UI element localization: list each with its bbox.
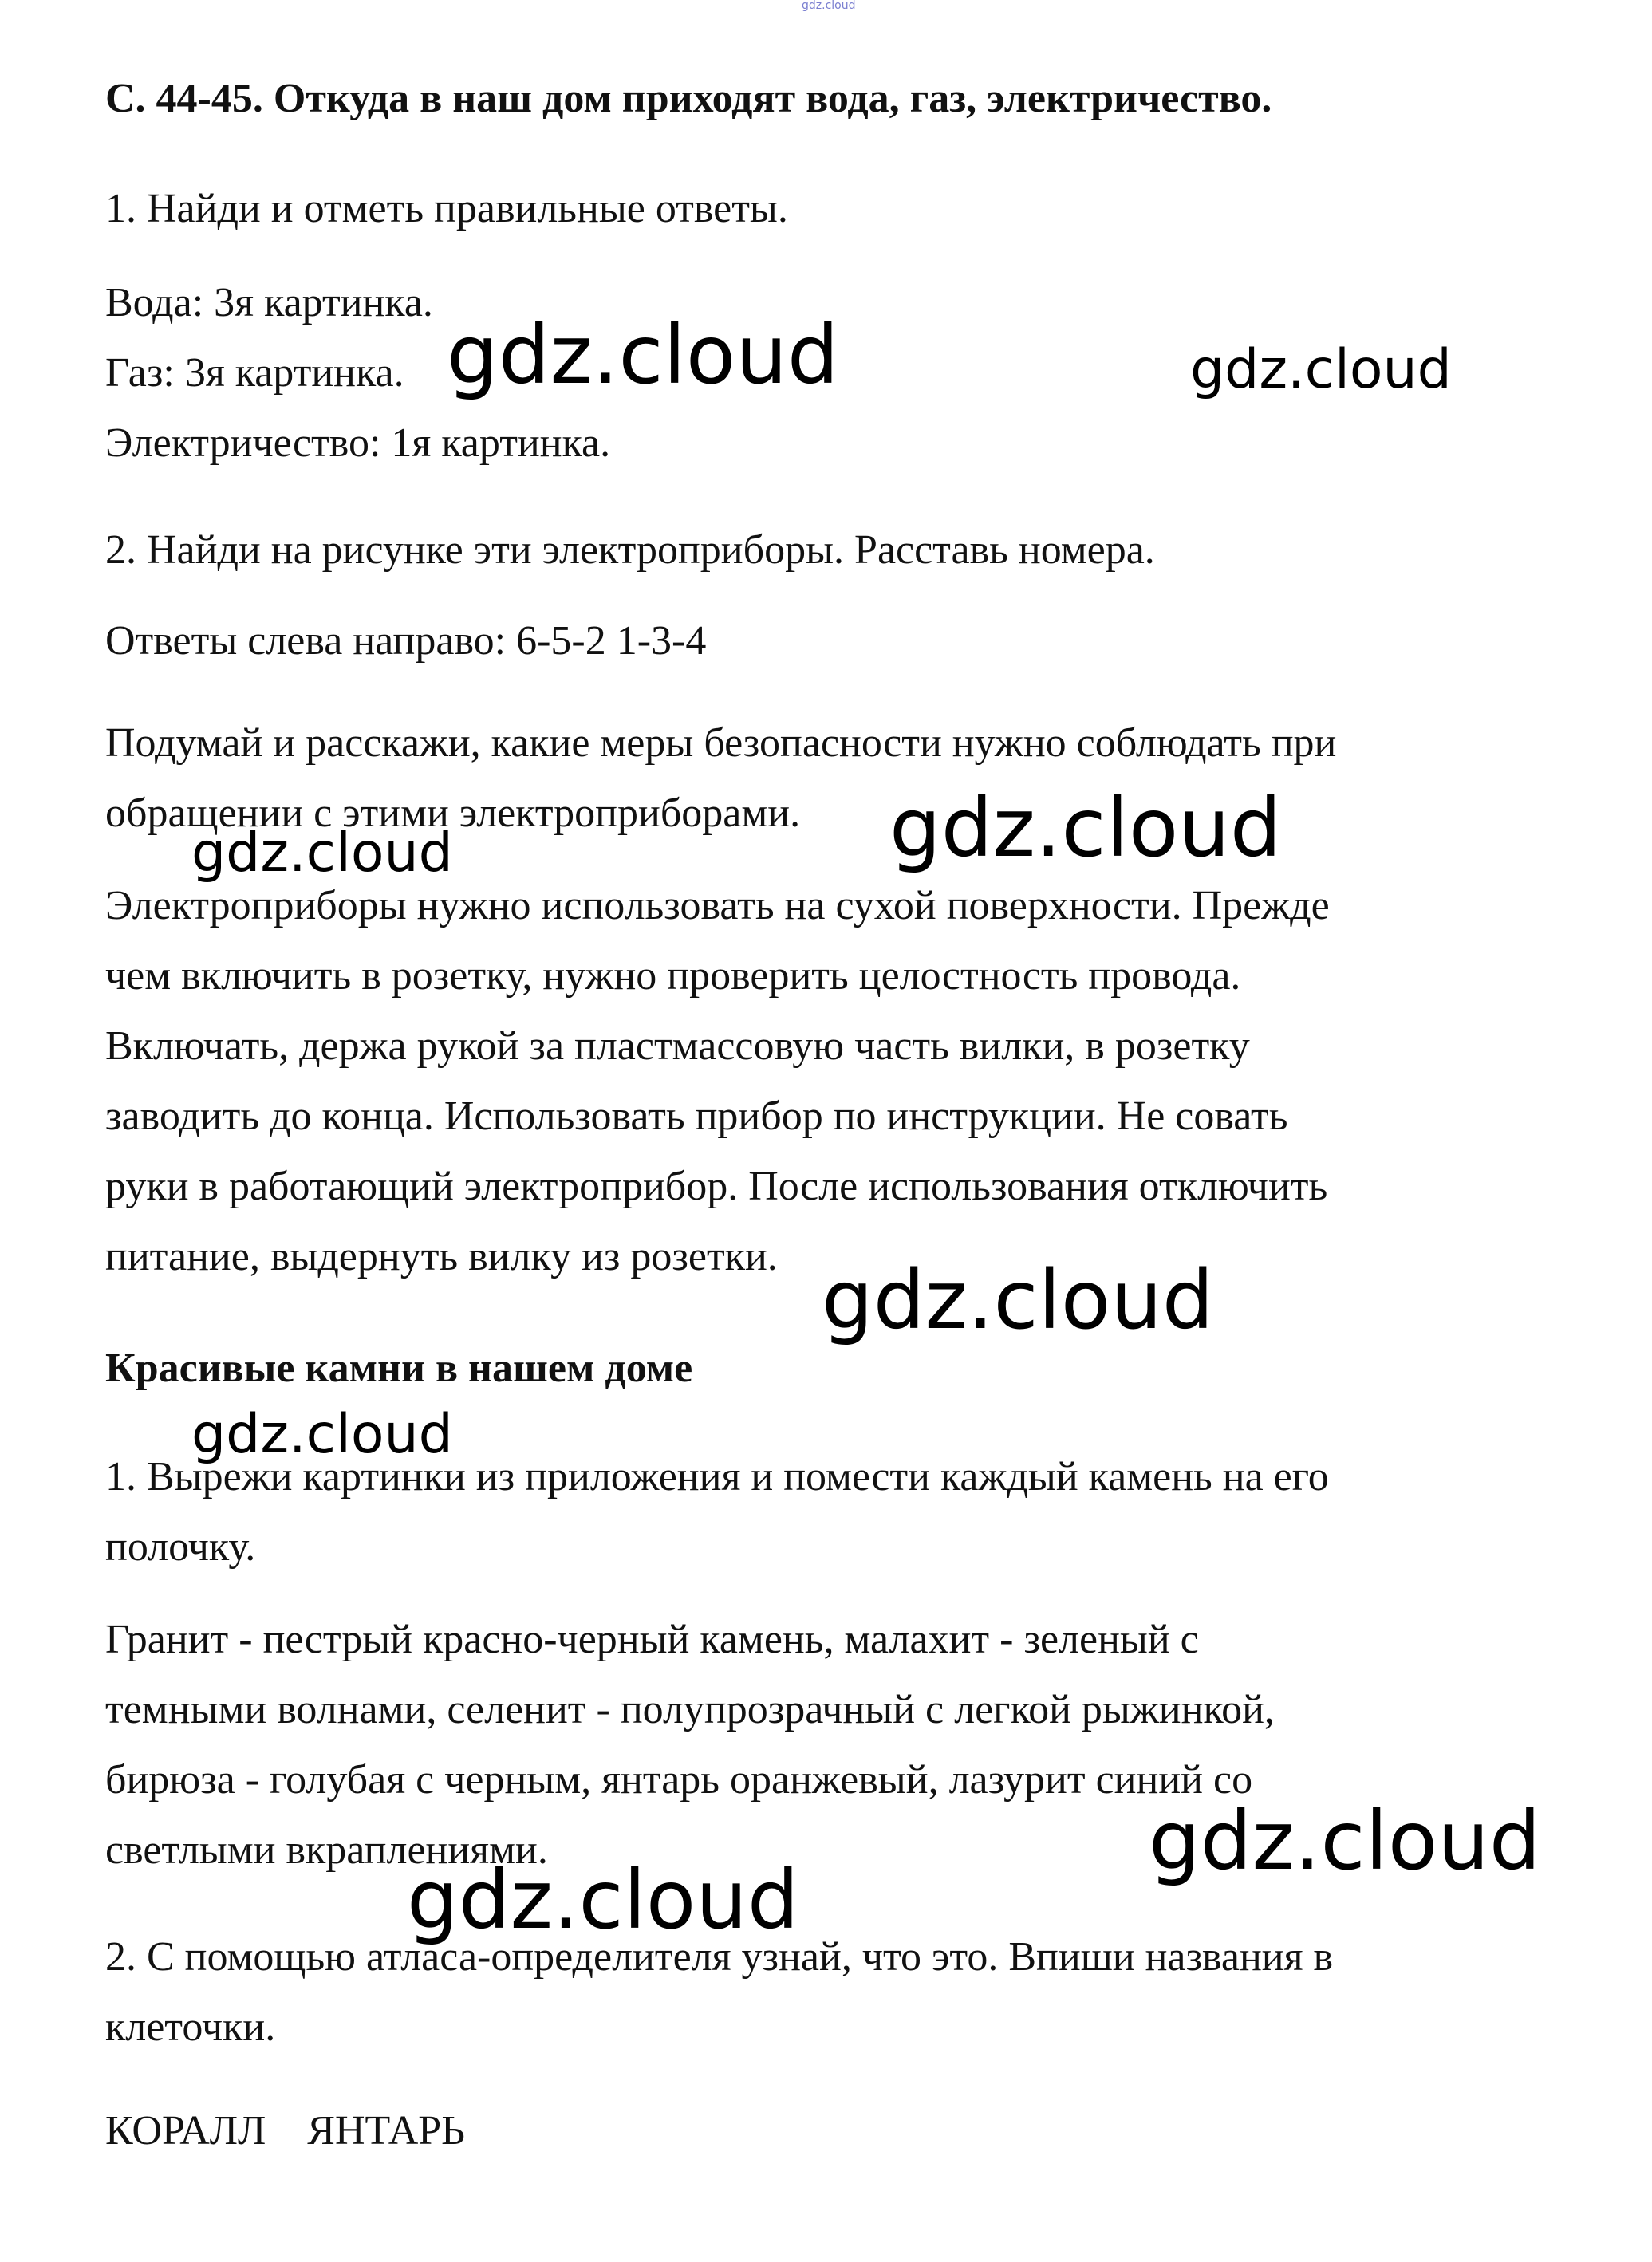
stones-description-line: светлыми вкраплениями.: [105, 1827, 548, 1873]
question-line: обращении с этими электроприборами.: [105, 790, 801, 836]
answer-electricity: Электричество: 1я картинка.: [105, 420, 611, 466]
task1-text: 1. Найди и отметь правильные ответы.: [105, 186, 788, 231]
stones-task2-line: клеточки.: [105, 2004, 276, 2050]
watermark: gdz.cloud: [1190, 338, 1452, 401]
header-watermark: gdz.cloud: [802, 0, 856, 12]
safety-line: Включать, держа рукой за пластмассовую часть вилки, в розетку: [105, 1023, 1250, 1069]
task2-text: 2. Найди на рисунке эти электроприборы. Расставь номера.: [105, 527, 1155, 573]
stones-task1-line: 1. Вырежи картинки из приложения и помести каждый камень на его: [105, 1454, 1329, 1499]
watermark: gdz.cloud: [407, 1853, 799, 1948]
safety-line: питание, выдернуть вилку из розетки.: [105, 1234, 778, 1279]
watermark: gdz.cloud: [447, 308, 839, 403]
stones-answer: КОРАЛЛ ЯНТАРЬ: [105, 2108, 466, 2154]
watermark: gdz.cloud: [822, 1253, 1214, 1348]
safety-line: Электроприборы нужно использовать на сухой поверхности. Прежде: [105, 883, 1330, 928]
watermark: gdz.cloud: [191, 822, 453, 885]
stones-task1-line: полочку.: [105, 1524, 256, 1570]
stones-description-line: темными волнами, селенит - полупрозрачный с легкой рыжинкой,: [105, 1687, 1275, 1732]
answer-gas: Газ: 3я картинка.: [105, 350, 404, 396]
answer-water: Вода: 3я картинка.: [105, 280, 433, 325]
task2-answer: Ответы слева направо: 6-5-2 1-3-4: [105, 618, 707, 664]
watermark: gdz.cloud: [889, 781, 1282, 876]
stones-description-line: Гранит - пестрый красно-черный камень, малахит - зеленый с: [105, 1617, 1199, 1662]
section2-title: Красивые камни в нашем доме: [105, 1346, 693, 1391]
safety-line: заводить до конца. Использовать прибор по инструкции. Не совать: [105, 1094, 1288, 1139]
watermark: gdz.cloud: [1149, 1794, 1541, 1889]
safety-line: чем включить в розетку, нужно проверить целостность провода.: [105, 953, 1241, 999]
watermark: gdz.cloud: [191, 1403, 453, 1466]
stones-task2-line: 2. С помощью атласа-определителя узнай, что это. Впиши названия в: [105, 1934, 1334, 1980]
safety-line: руки в работающий электроприбор. После использования отключить: [105, 1164, 1328, 1209]
stones-description-line: бирюза - голубая с черным, янтарь оранжевый, лазурит синий со: [105, 1757, 1253, 1803]
section1-title: С. 44-45. Откуда в наш дом приходят вода, газ, электричество.: [105, 76, 1272, 121]
question-line: Подумай и расскажи, какие меры безопасности нужно соблюдать при: [105, 720, 1337, 766]
